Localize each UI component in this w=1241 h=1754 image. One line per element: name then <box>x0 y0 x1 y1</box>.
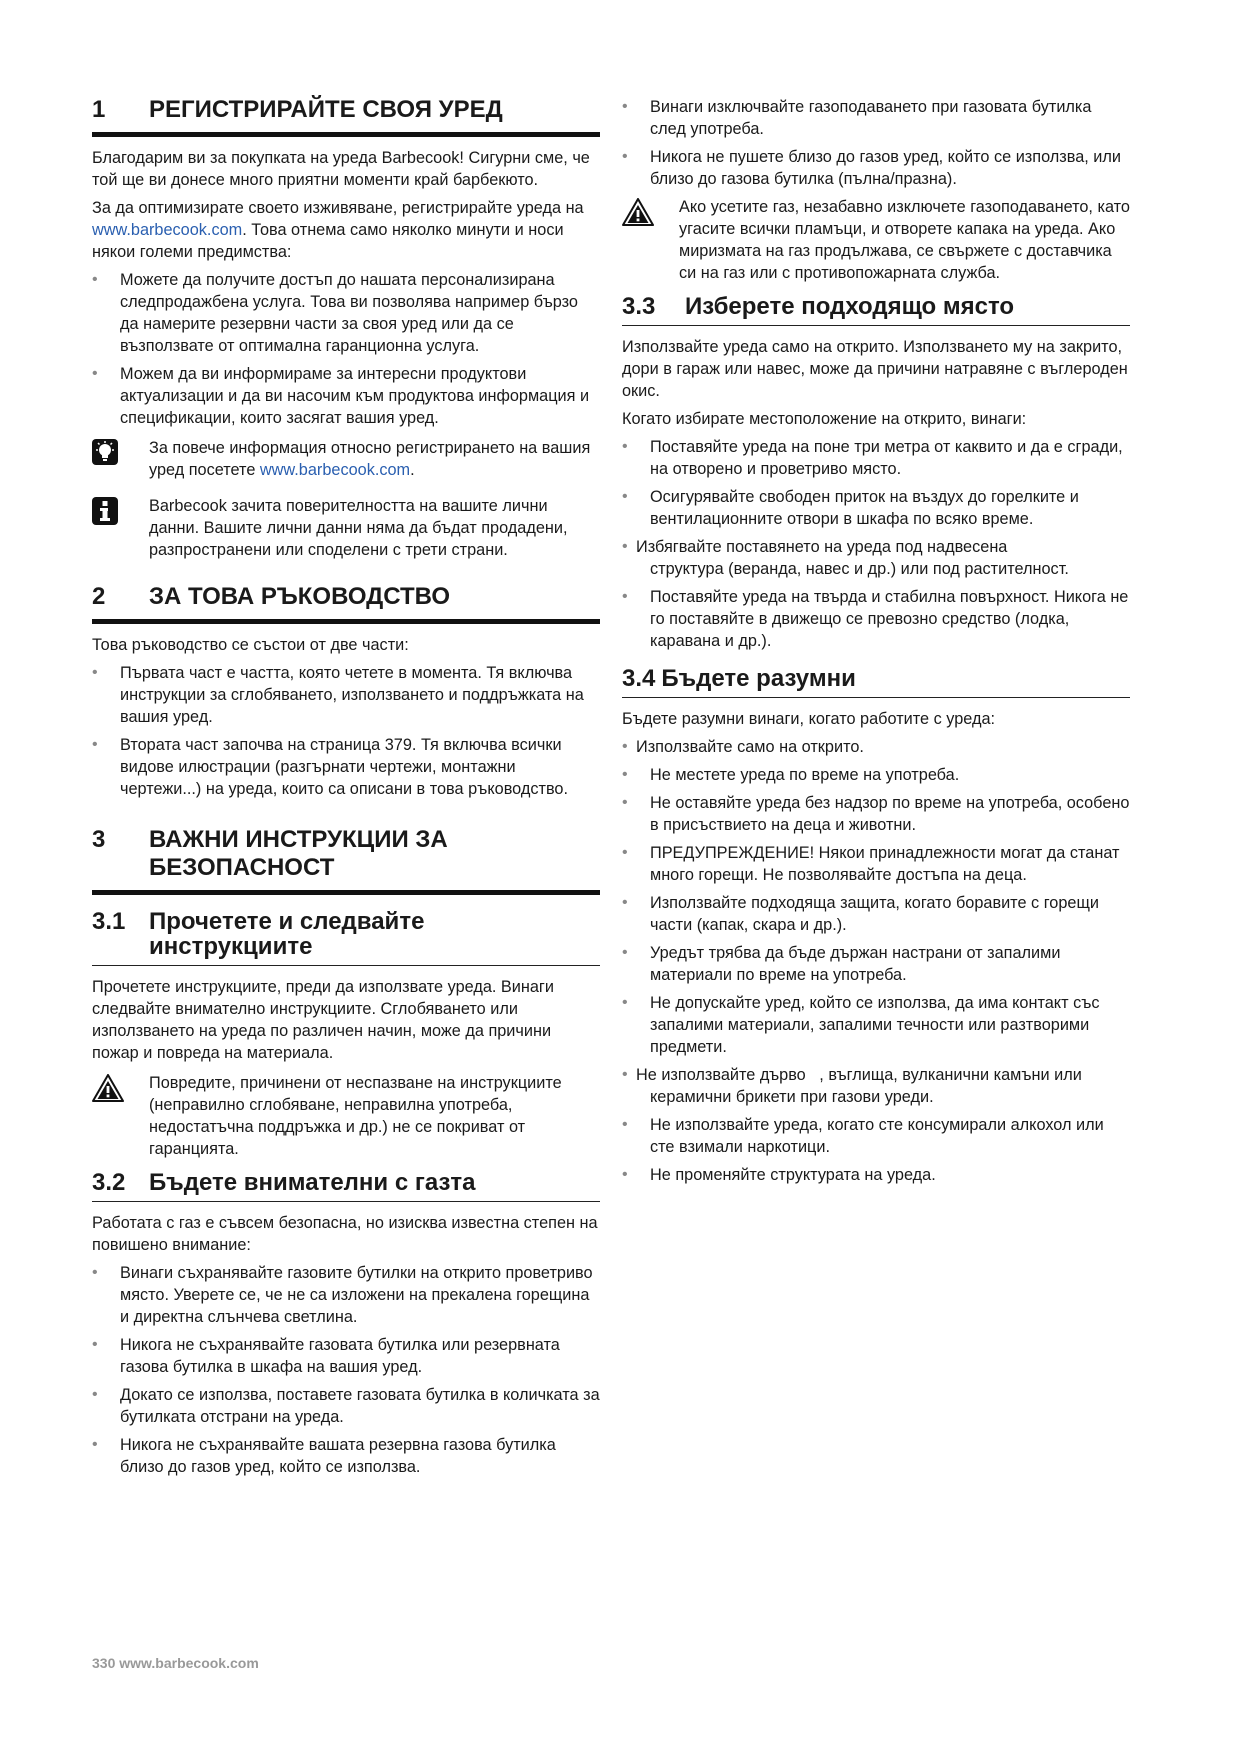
list-item: • Можете да получите достъп до нашата персонализирана следпродажбена услуга. Това ви позволява например бързо да намерите резервни части за своя уред или да се възползвате от оптимална гаранционна услуга. <box>92 269 600 357</box>
warning-note <box>92 1072 600 1160</box>
list-item: • Не местете уреда по време на употреба. <box>622 764 1130 786</box>
section-3-heading <box>92 826 600 895</box>
section-number: 3.1 <box>92 908 126 935</box>
website-link[interactable]: www.barbecook.com <box>92 221 243 239</box>
list-item: • Не допускайте уред, който се използва, да има контакт със запалими материали, запалими течности или разтворими предмети. <box>622 992 1130 1058</box>
list-item: • Докато се използва, поставете газовата бутилка в количката за бутилката отстрани на уреда. <box>92 1384 600 1428</box>
paragraph: Благодарим ви за покупката на уреда Barbecook! Сигурни сме, че той ще ви донесе много приятни моменти край барбекюто. <box>92 149 590 189</box>
list-item: • Никога не съхранявайте газовата бутилка или резервната газова бутилка в шкафа на вашия уред. <box>92 1334 600 1378</box>
bullet-list <box>622 96 1130 190</box>
warning-text: Повредите, причинени от неспазване на инструкциите (неправилно сглобяване, неправилна употреба, недостатъчна поддръжка и др.) не се покриват от гаранцията. <box>149 1074 562 1158</box>
bullet-list <box>622 736 1130 1186</box>
section-number: 3 <box>92 826 106 853</box>
list-item: • Първата част е частта, която четете в момента. Тя включва инструкции за сглобяването, използването и поддръжката на вашия уред. <box>92 662 600 728</box>
paragraph <box>92 197 600 263</box>
paragraph: Това ръководство се състои от две части: <box>92 636 409 654</box>
line: Не използвайте дърво , въглища, вулканични камъни или <box>636 1066 1082 1084</box>
section-number: 3.4 <box>622 665 656 692</box>
bullet-list <box>92 1262 600 1478</box>
text: За повече информация относно регистрирането на вашия уред посетете <box>149 439 591 479</box>
warning-icon <box>92 1072 149 1107</box>
list-item: • Уредът трябва да бъде държан настрани от запалими материали по време на употреба. <box>622 942 1130 986</box>
section-number: 3.3 <box>622 293 656 320</box>
list-item: • Използвайте само на открито. <box>622 736 1130 758</box>
section-title: ЗА ТОВА РЪКОВОДСТВО <box>149 583 451 610</box>
list-item <box>622 1064 1130 1108</box>
line: Избягвайте поставянето на уреда под надвесена <box>636 538 1008 556</box>
list-item <box>622 536 1130 580</box>
lightbulb-icon <box>92 437 149 470</box>
section-3-4-heading <box>622 666 1130 698</box>
right-column <box>622 96 1130 1192</box>
section-3-3-heading <box>622 294 1130 326</box>
section-number: 3.2 <box>92 1169 126 1196</box>
section-title <box>149 909 424 959</box>
list-item: • Използвайте подходяща защита, когато боравите с горещи части (капак, скара и др.). <box>622 892 1130 936</box>
line: структура (веранда, навес и др.) или под растителност. <box>650 560 1069 578</box>
title-line: ВАЖНИ ИНСТРУКЦИИ ЗА <box>149 826 448 853</box>
info-text: Barbecook зачита поверителността на вашите лични данни. Вашите лични данни няма да бъдат продадени, разпространени или споделени с трети страни. <box>149 497 568 559</box>
section-1-heading <box>92 96 600 137</box>
list-item: • Поставяйте уреда на поне три метра от каквито и да е сгради, на отворено и проветриво място. <box>622 436 1130 480</box>
info-icon <box>92 495 149 530</box>
tip-note <box>92 437 600 481</box>
page-footer: 330 www.barbecook.com <box>92 1655 259 1671</box>
list-item: • Осигурявайте свободен приток на въздух до горелките и вентилационните отвори в шкафа по всяко време. <box>622 486 1130 530</box>
section-3-1-heading <box>92 909 600 966</box>
list-item: • Винаги съхранявайте газовите бутилки на открито проветриво място. Уверете се, че не са изложени на прекалена горещина и директна слънчева светлина. <box>92 1262 600 1328</box>
section-2-heading <box>92 583 600 624</box>
paragraph: Прочетете инструкциите, преди да използвате уреда. Винаги следвайте внимателно инструкциите. Сглобяването или използването на уреда по различен начин, може да причини пожар и повреда на материала. <box>92 978 554 1062</box>
paragraph: Когато избирате местоположение на открито, винаги: <box>622 410 1027 428</box>
title-line: инструкциите <box>149 933 313 960</box>
list-item: • Никога не съхранявайте вашата резервна газова бутилка близо до газов уред, който се използва. <box>92 1434 600 1478</box>
section-title: Бъдете разумни <box>661 665 856 692</box>
list-item: • ПРЕДУПРЕЖДЕНИЕ! Някои принадлежности могат да станат много горещи. Не позволявайте достъпа на деца. <box>622 842 1130 886</box>
section-3-2-heading <box>92 1170 600 1202</box>
info-note <box>92 495 600 561</box>
list-item: • Не използвайте уреда, когато сте консумирали алкохол или сте взимали наркотици. <box>622 1114 1130 1158</box>
list-item: • Никога не пушете близо до газов уред, който се използва, или близо до газова бутилка (пълна/празна). <box>622 146 1130 190</box>
bullet-list <box>92 662 600 800</box>
text: За да оптимизирате своето изживяване, регистрирайте уреда на <box>92 199 584 217</box>
list-item: • Винаги изключвайте газоподаването при газовата бутилка след употреба. <box>622 96 1130 140</box>
list-item: • Можем да ви информираме за интересни продуктови актуализации и да ви насочим към продуктова информация и спецификации, които засягат вашия уред. <box>92 363 600 429</box>
section-number: 2 <box>92 583 106 610</box>
list-item: • Втората част започва на страница 379. Тя включва всички видове илюстрации (разгърнати чертежи, монтажни чертежи...) на уреда, които са описани в това ръководство. <box>92 734 600 800</box>
warning-text: Ако усетите газ, незабавно изключете газоподаването, като угасите всички пламъци, и отворете капака на уреда. Ако миризмата на газ продължава, се свържете с доставчика си на газ или с противопожарната служба. <box>679 198 1130 282</box>
list-item: • Поставяйте уреда на твърда и стабилна повърхност. Никога не го поставяйте в движещо се превозно средство (лодка, каравана и др.). <box>622 586 1130 652</box>
section-title: РЕГИСТРИРАЙТЕ СВОЯ УРЕД <box>149 96 503 123</box>
paragraph: Работата с газ е съвсем безопасна, но изисква известна степен на повишено внимание: <box>92 1214 598 1254</box>
warning-note <box>622 196 1130 284</box>
text: . <box>410 461 415 479</box>
line: керамични брикети при газови уреди. <box>650 1088 934 1106</box>
list-item: • Не оставяйте уреда без надзор по време на употреба, особено в присъствието на деца и животни. <box>622 792 1130 836</box>
section-title: Изберете подходящо място <box>685 293 1015 320</box>
title-line: Прочетете и следвайте <box>149 908 425 935</box>
warning-icon <box>622 196 679 231</box>
section-number: 1 <box>92 96 106 123</box>
paragraph: Бъдете разумни винаги, когато работите с уреда: <box>622 710 996 728</box>
paragraph: Използвайте уреда само на открито. Използването му на закрито, дори в гараж или навес, може да причини натравяне с въглероден окис. <box>622 338 1128 400</box>
section-title <box>149 826 448 882</box>
tip-text <box>149 437 600 481</box>
left-column <box>92 96 600 1484</box>
bullet-list <box>622 436 1130 652</box>
list-item: • Не променяйте структурата на уреда. <box>622 1164 1130 1186</box>
section-title: Бъдете внимателни с газта <box>149 1169 476 1196</box>
title-line: БЕЗОПАСНОСТ <box>149 854 335 881</box>
bullet-list <box>92 269 600 429</box>
website-link[interactable]: www.barbecook.com <box>259 461 411 479</box>
text: . Това отнема само няколко минути и носи някои големи предимства: <box>92 221 564 261</box>
